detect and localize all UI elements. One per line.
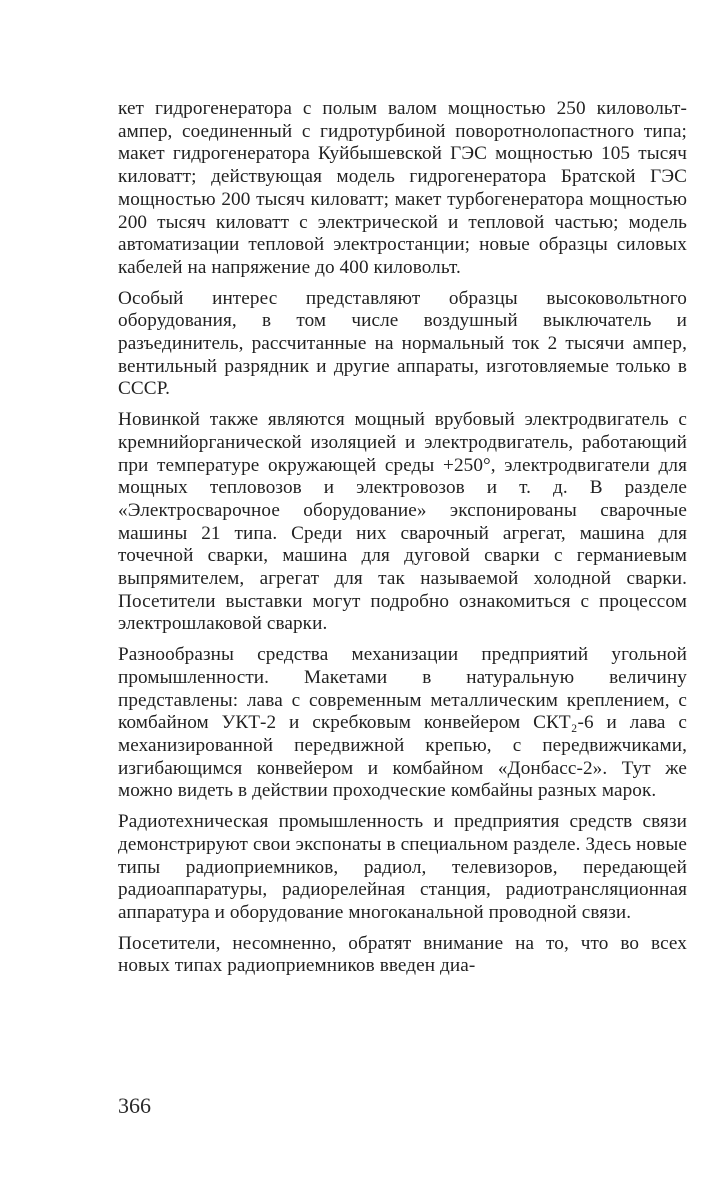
body-text [118, 98, 687, 978]
paragraph-5: Радиотехническая промышленность и предприятия средств связи демонстрируют свои экспонаты в специальном разделе. Здесь новые типы радиоприемников, радиол, телевизоров, передающей радиоаппаратуры, радиорелейная станция, радиотрансляционная аппаратура и оборудование многоканальной проводной связи. [118, 811, 687, 923]
paragraph-1: кет гидрогенератора с полым валом мощностью 250 киловольт-ампер, соединенный с гидротурбиной поворотнолопастного типа; макет гидрогенератора Куйбышевской ГЭС мощностью 105 тысяч киловатт; действующая модель гидрогенератора Братской ГЭС мощностью 200 тысяч киловатт; макет турбогенератора мощностью 200 тысяч киловатт с электрической и тепловой частью; модель автоматизации тепловой электростанции; новые образцы силовых кабелей на напряжение до 400 киловольт. [118, 98, 687, 278]
paragraph-6: Посетители, несомненно, обратят внимание на то, что во всех новых типах радиоприемников введен диа- [118, 932, 687, 977]
book-page [118, 98, 687, 986]
page-number: 366 [118, 1093, 151, 1118]
paragraph-4: Разнообразны средства механизации предприятий угольной промышленности. Макетами в натуральную величину представлены: лава с современным металлическим креплением, с комбайном УКТ-2 и скребковым конвейером СКТ₂-6 и лава с механизированной передвижной крепью, с передвижчиками, изгибающимся конвейером и комбайном «Донбасс-2». Тут же можно видеть в действии проходческие комбайны разных марок. [118, 644, 687, 802]
paragraph-3: Новинкой также являются мощный врубовый электродвигатель с кремнийорганической изоляцией и электродвигатель, работающий при температуре окружающей среды +250°, электродвигатели для мощных тепловозов и электровозов и т. д. В разделе «Электросварочное оборудование» экспонированы сварочные машины 21 типа. Среди них сварочный агрегат, машина для точечной сварки, машина для дуговой сварки с германиевым выпрямителем, агрегат для так называемой холодной сварки. Посетители выставки могут подробно ознакомиться с процессом электрошлаковой сварки. [118, 409, 687, 635]
paragraph-2: Особый интерес представляют образцы высоковольтного оборудования, в том числе воздушный выключатель и разъединитель, рассчитанные на нормальный ток 2 тысячи ампер, вентильный разрядник и другие аппараты, изготовляемые только в СССР. [118, 287, 687, 400]
